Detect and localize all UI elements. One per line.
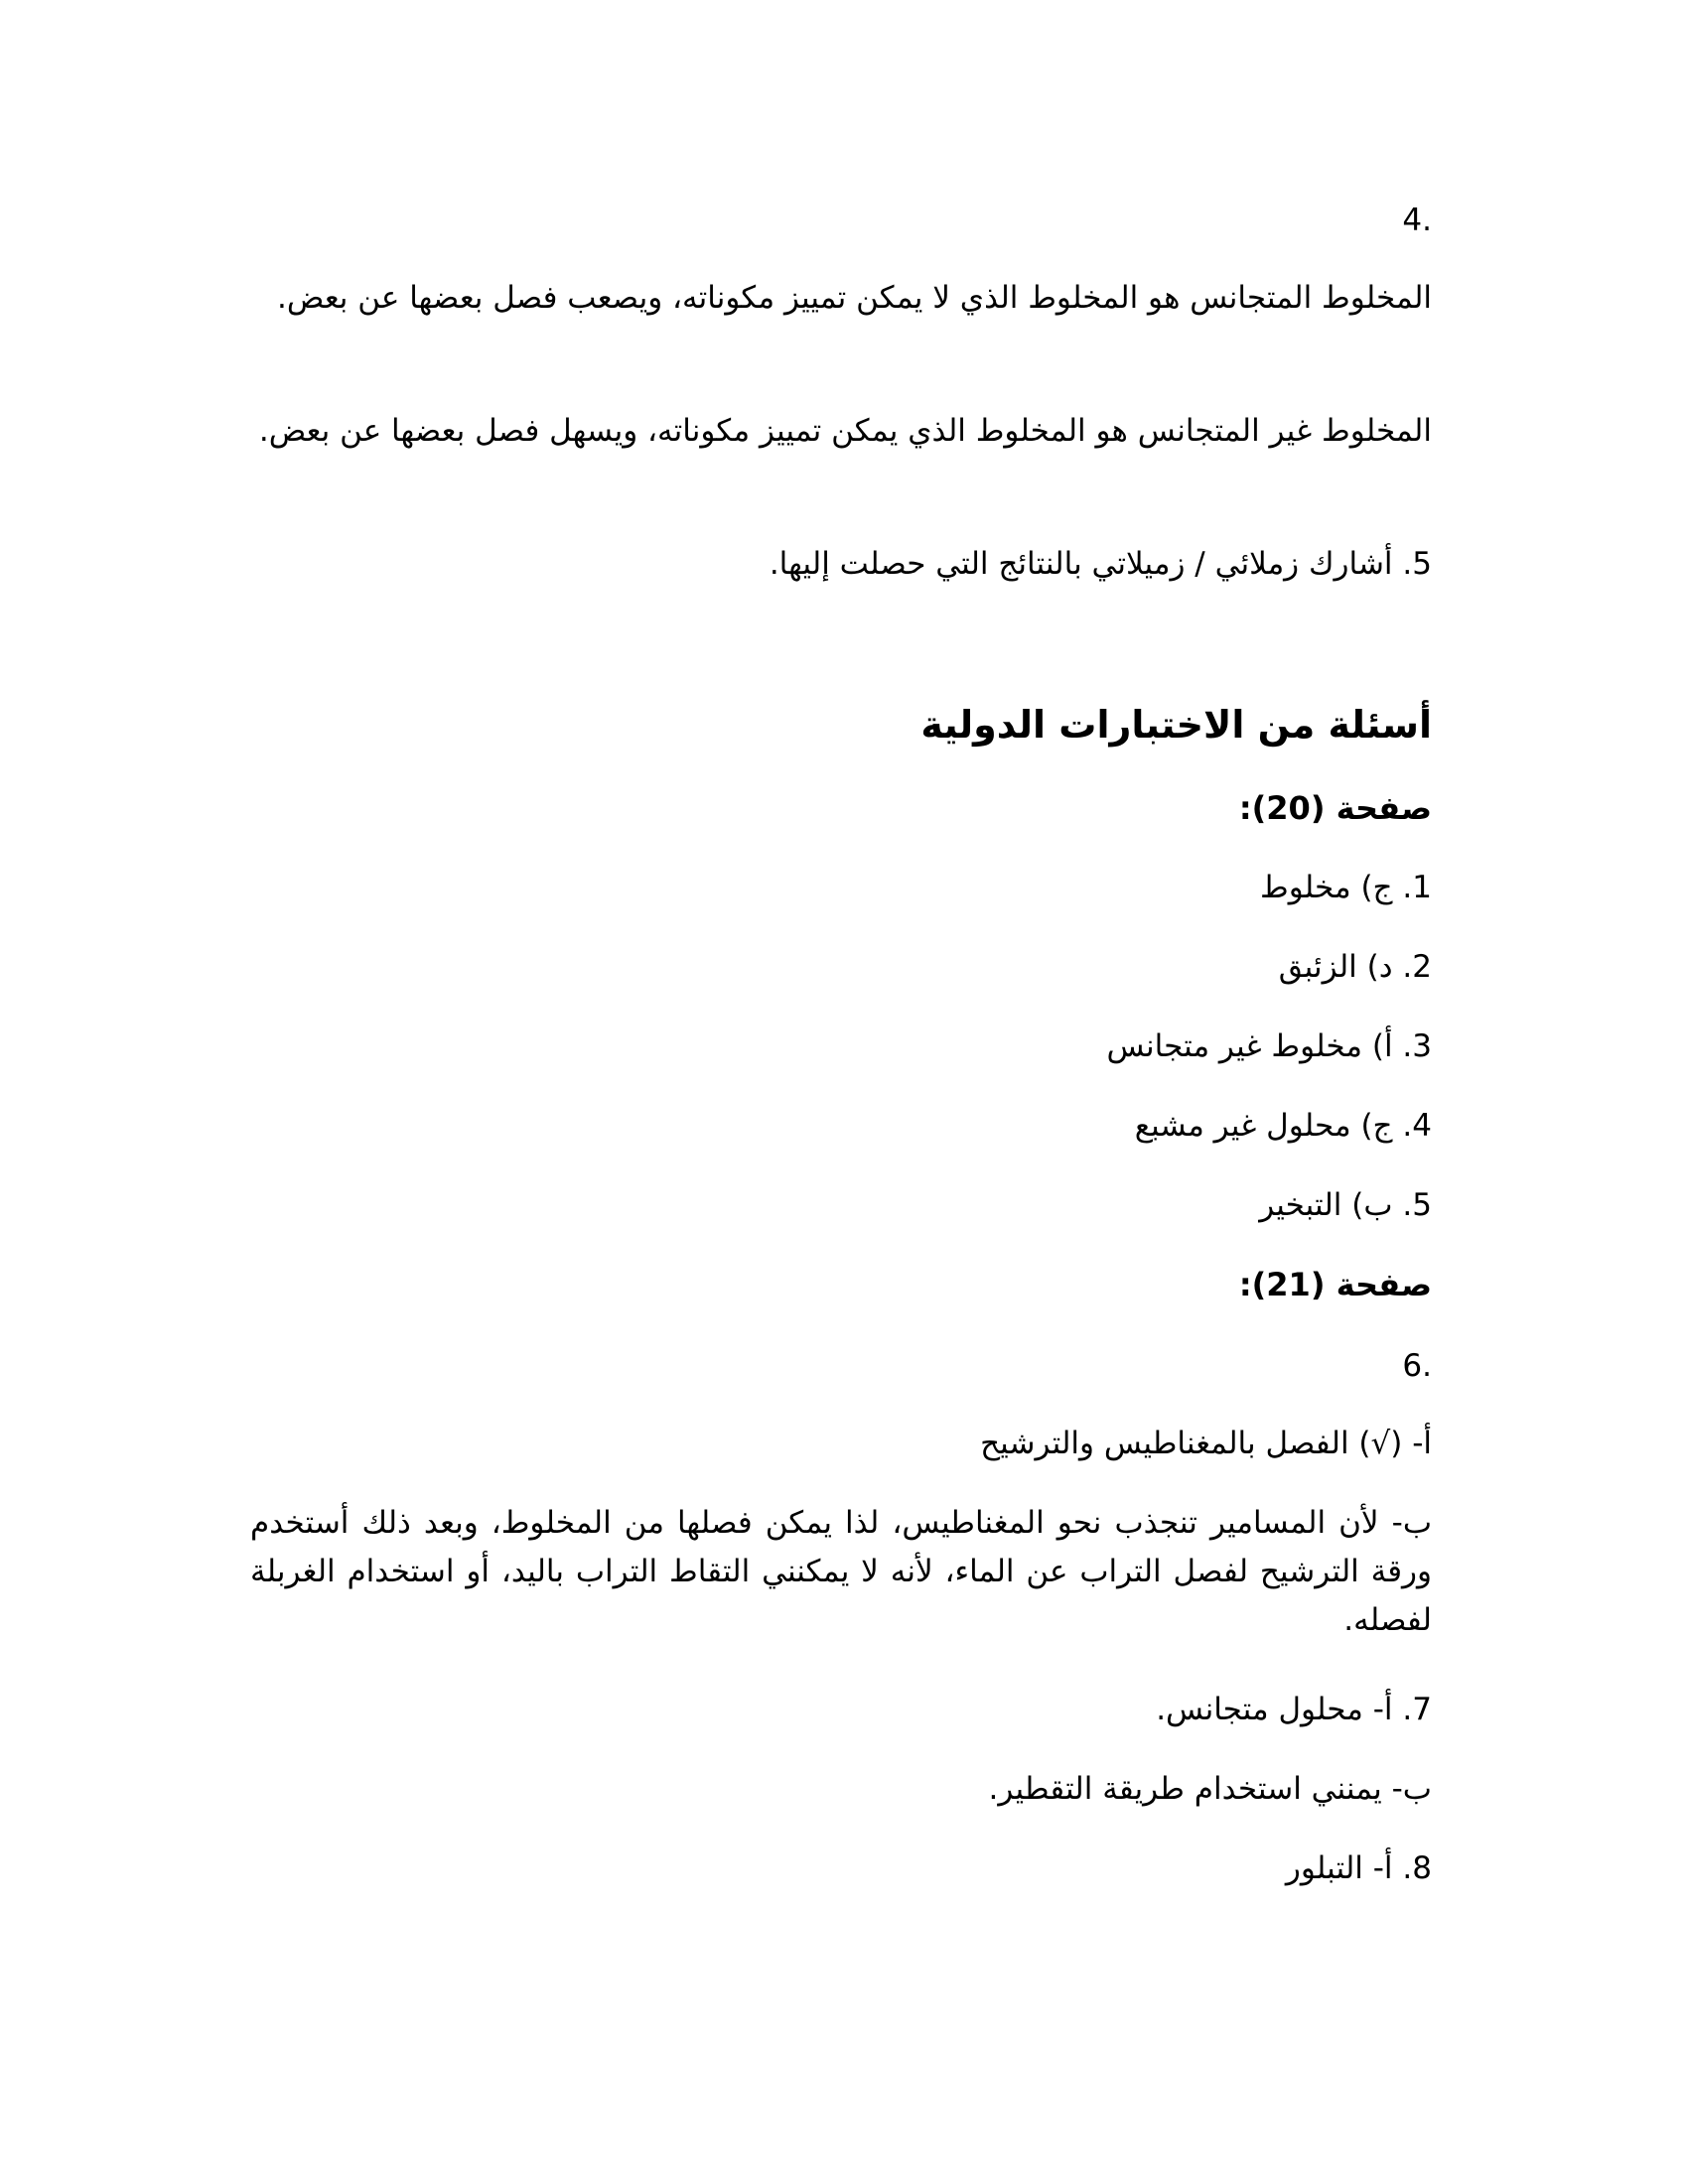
answer-5: [250, 1181, 1432, 1230]
answer-4-text: 4. ج) محلول غير مشبع: [1134, 1108, 1432, 1144]
answer-3: [250, 1023, 1432, 1071]
item-5-text: 5. أشارك زملائي / زميلاتي بالنتائج التي حصلت إليها.: [769, 546, 1432, 582]
question-6-part-b: [250, 1499, 1432, 1645]
homogeneous-mixture-definition: [250, 274, 1432, 323]
question-6-part-a: [250, 1420, 1432, 1468]
answer-2-text: 2. د) الزئبق: [1278, 949, 1432, 985]
heterogeneous-mixture-text: المخلوط غير المتجانس هو المخلوط الذي يمكن تمييز مكوناته، ويسهل فصل بعضها عن بعض.: [258, 413, 1432, 449]
section-heading: [250, 697, 1432, 752]
question-6-part-b-text: ب- لأن المسامير تنجذب نحو المغناطيس، لذا يمكن فصلها من المخلوط، وبعد ذلك أستخدم ورقة الترشيح لفصل التراب عن الماء، لأنه لا يمكنني التقاط التراب باليد، أو استخدام الغربلة لفصله.: [250, 1505, 1432, 1638]
question-6-number: [250, 1342, 1432, 1391]
question-7-part-b-text: ب- يمنني استخدام طريقة التقطير.: [988, 1771, 1432, 1807]
page-21-label-text: صفحة (21):: [1238, 1266, 1432, 1303]
question-8-part-a: [250, 1844, 1432, 1893]
page-20-label: [250, 784, 1432, 833]
answer-4: [250, 1102, 1432, 1151]
item-5-share-results: [250, 540, 1432, 589]
page-20-label-text: صفحة (20):: [1238, 789, 1432, 827]
heterogeneous-mixture-definition: [250, 407, 1432, 456]
answer-1-text: 1. ج) مخلوط: [1260, 870, 1432, 905]
question-8-part-a-text: 8. أ- التبلور: [1285, 1850, 1432, 1886]
page-21-label: [250, 1261, 1432, 1309]
section-heading-text: أسئلة من الاختبارات الدولية: [920, 703, 1432, 747]
answer-1: [250, 864, 1432, 912]
homogeneous-mixture-text: المخلوط المتجانس هو المخلوط الذي لا يمكن تمييز مكوناته، ويصعب فصل بعضها عن بعض.: [276, 280, 1432, 316]
answer-2: [250, 943, 1432, 992]
item-4-number-text: .4: [1402, 203, 1432, 238]
answer-5-text: 5. ب) التبخير: [1259, 1187, 1432, 1223]
question-6-number-text: .6: [1402, 1348, 1432, 1384]
question-7-part-b: [250, 1765, 1432, 1814]
answer-3-text: 3. أ) مخلوط غير متجانس: [1106, 1028, 1432, 1064]
item-4-number: [250, 197, 1432, 245]
question-7-part-a: [250, 1686, 1432, 1734]
question-6-part-a-text: أ- (√) الفصل بالمغناطيس والترشيح: [980, 1426, 1432, 1461]
question-7-part-a-text: 7. أ- محلول متجانس.: [1156, 1692, 1432, 1727]
